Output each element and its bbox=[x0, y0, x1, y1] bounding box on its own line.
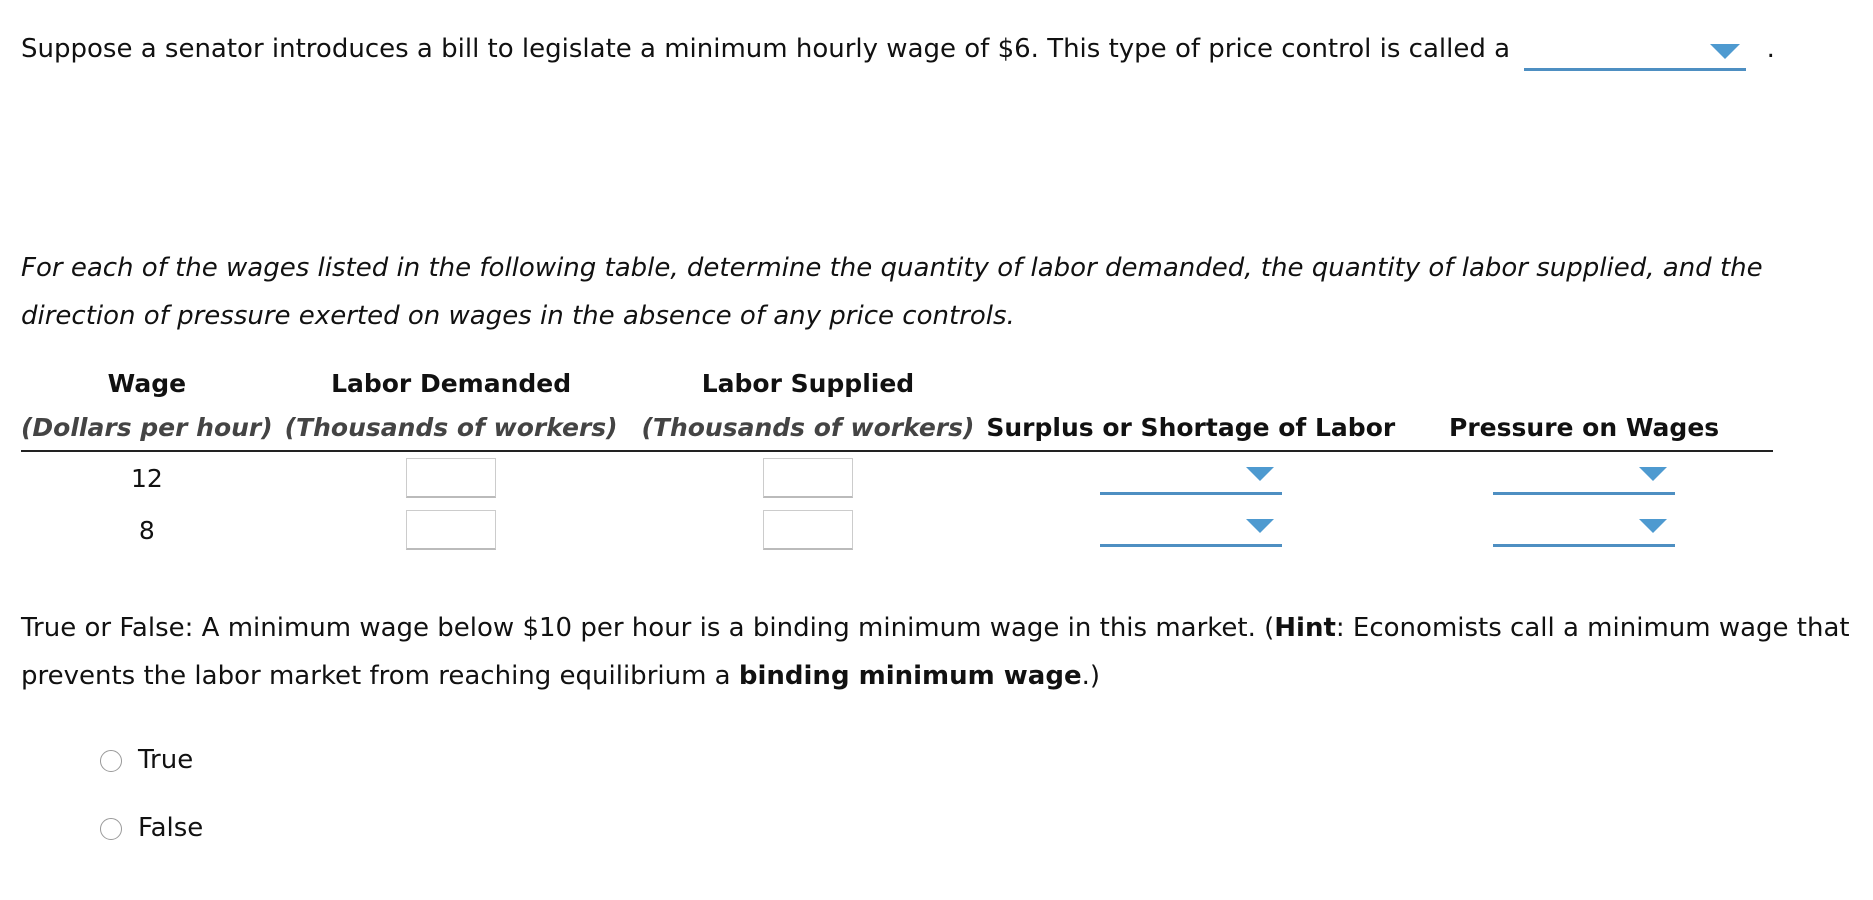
radio-option-true[interactable] bbox=[100, 742, 193, 778]
triangle-down-icon bbox=[1710, 44, 1740, 59]
pressure-cell bbox=[1395, 504, 1773, 556]
triangle-down-icon bbox=[1246, 519, 1274, 533]
labor-supplied-input[interactable] bbox=[763, 458, 853, 498]
header-wage-title: Wage bbox=[107, 369, 187, 398]
header-labor-supplied-title: Labor Supplied bbox=[701, 369, 915, 398]
surplus-shortage-cell bbox=[986, 504, 1395, 556]
header-surplus-shortage-top bbox=[986, 362, 1395, 406]
header-labor-supplied-unit: (Thousands of workers) bbox=[641, 413, 975, 442]
surplus-shortage-dropdown[interactable] bbox=[1100, 507, 1282, 547]
question-text-part3: .) bbox=[1081, 661, 1101, 691]
table-header-row bbox=[21, 362, 1773, 451]
pressure-dropdown[interactable] bbox=[1493, 455, 1675, 495]
labor-supplied-input[interactable] bbox=[763, 510, 853, 550]
header-pressure-top bbox=[1395, 362, 1773, 406]
header-surplus-shortage bbox=[986, 362, 1395, 451]
supplied-cell bbox=[630, 451, 987, 504]
labor-demanded-input[interactable] bbox=[406, 458, 496, 498]
question-text: Suppose a senator introduces a bill to legislate a minimum hourly wage of $6. This type of price control is called a bbox=[21, 34, 1511, 64]
radio-label-false: False bbox=[138, 813, 204, 843]
trailing-period: . bbox=[1766, 34, 1775, 64]
surplus-shortage-dropdown[interactable] bbox=[1100, 455, 1282, 495]
binding-term: binding minimum wage bbox=[738, 661, 1082, 691]
header-labor-demanded-unit: (Thousands of workers) bbox=[284, 413, 618, 442]
header-labor-demanded-title: Labor Demanded bbox=[331, 369, 572, 398]
radio-option-false[interactable] bbox=[100, 810, 203, 846]
header-wage bbox=[21, 362, 273, 451]
table-instructions: For each of the wages listed in the following table, determine the quantity of labor demanded, the quantity of labor supplied, and the direction of pressure exerted on wages in the absence of any price controls. bbox=[21, 253, 1763, 331]
pressure-cell bbox=[1395, 451, 1773, 504]
header-pressure bbox=[1395, 362, 1773, 451]
header-pressure-title: Pressure on Wages bbox=[1449, 413, 1720, 442]
header-surplus-shortage-title: Surplus or Shortage of Labor bbox=[986, 413, 1396, 442]
surplus-shortage-cell bbox=[986, 451, 1395, 504]
table-row bbox=[21, 451, 1773, 504]
price-control-dropdown[interactable] bbox=[1524, 35, 1746, 71]
header-labor-supplied bbox=[630, 362, 987, 451]
hint-label: Hint bbox=[1274, 613, 1336, 643]
header-labor-demanded bbox=[273, 362, 630, 451]
header-wage-unit: (Dollars per hour) bbox=[21, 413, 273, 442]
radio-circle-icon[interactable] bbox=[100, 750, 122, 772]
question-price-control bbox=[21, 31, 1775, 71]
supplied-cell bbox=[630, 504, 987, 556]
table-row bbox=[21, 504, 1773, 556]
radio-label-true: True bbox=[138, 745, 194, 775]
pressure-dropdown[interactable] bbox=[1493, 507, 1675, 547]
demanded-cell bbox=[273, 451, 630, 504]
wage-cell: 8 bbox=[138, 515, 155, 545]
triangle-down-icon bbox=[1639, 467, 1667, 481]
triangle-down-icon bbox=[1246, 467, 1274, 481]
triangle-down-icon bbox=[1639, 519, 1667, 533]
wage-cell: 12 bbox=[130, 463, 163, 493]
question-text-part2: : Economists call a minimum wage that prevents the labor market from reaching equilibrium a bbox=[21, 613, 1850, 691]
binding-wage-question bbox=[21, 604, 1861, 700]
radio-circle-icon[interactable] bbox=[100, 818, 122, 840]
demanded-cell bbox=[273, 504, 630, 556]
question-text-part1: True or False: A minimum wage below $10 per hour is a binding minimum wage in this market. ( bbox=[21, 613, 1275, 643]
labor-table bbox=[21, 362, 1773, 556]
labor-demanded-input[interactable] bbox=[406, 510, 496, 550]
labor-table-container bbox=[21, 362, 1773, 556]
